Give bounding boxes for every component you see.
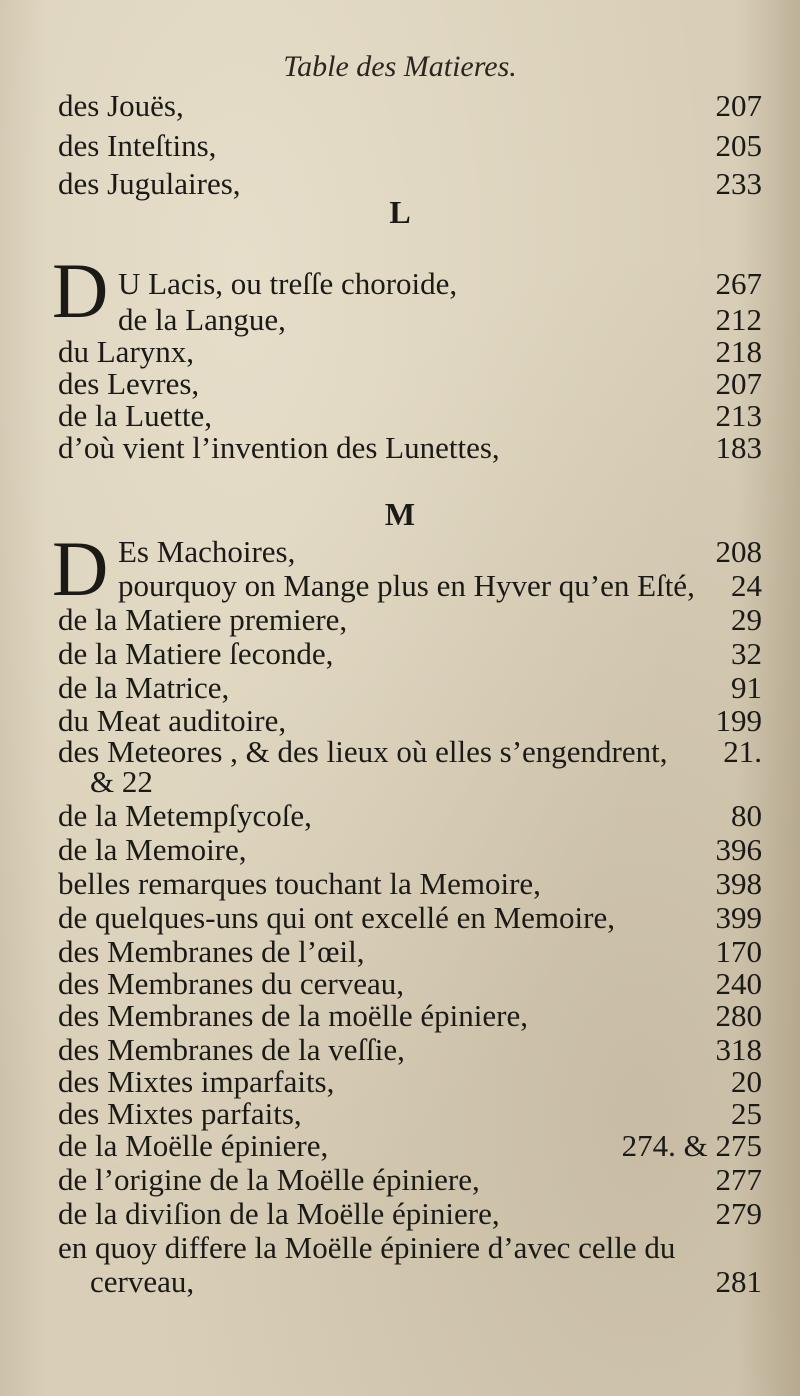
entry-text: de la diviſion de la Moëlle épiniere, xyxy=(58,1196,500,1231)
index-entry xyxy=(58,266,762,302)
entry-page: 399 xyxy=(715,900,762,935)
entry-page: 279 xyxy=(715,1196,762,1231)
entry-page: 199 xyxy=(715,703,762,738)
entry-text: des Membranes de la moëlle épiniere, xyxy=(58,998,528,1033)
entry-text: du Meat auditoire, xyxy=(58,703,287,738)
index-entry xyxy=(58,670,762,706)
entry-text: & 22 xyxy=(90,764,153,799)
entry-text: des Membranes de l’œil, xyxy=(58,934,365,969)
index-entry xyxy=(58,366,762,402)
entry-text: de la Moëlle épiniere, xyxy=(58,1128,329,1163)
entry-page: 207 xyxy=(715,366,762,401)
entry-page: 281 xyxy=(715,1264,762,1299)
index-entry xyxy=(58,128,762,164)
entry-text: pourquoy on Mange plus en Hyver qu’en Eſté, xyxy=(118,568,695,603)
index-entry xyxy=(58,602,762,638)
index-entry-continuation xyxy=(90,1264,762,1300)
entry-text: des Levres, xyxy=(58,366,200,401)
entry-page: 24 xyxy=(731,568,762,603)
section-letter-l: L xyxy=(389,194,411,230)
entry-text: de la Matiere premiere, xyxy=(58,602,348,637)
entry-text: des Mixtes imparfaits, xyxy=(58,1064,335,1099)
entry-page: 80 xyxy=(731,798,762,833)
index-entry xyxy=(58,900,762,936)
entry-text: du Larynx, xyxy=(58,334,195,369)
entry-page: 20 xyxy=(731,1064,762,1099)
dropcap-m: D xyxy=(52,525,109,612)
index-entry xyxy=(58,534,762,570)
entry-text: U Lacis, ou treſſe choroide, xyxy=(118,266,458,301)
index-entry xyxy=(58,302,762,338)
entry-page: 233 xyxy=(715,166,762,201)
index-entry xyxy=(58,1064,762,1100)
entry-page: 208 xyxy=(715,534,762,569)
entry-text: en quoy differe la Moëlle épiniere d’avec celle du xyxy=(58,1230,676,1265)
entry-text: de l’origine de la Moëlle épiniere, xyxy=(58,1162,480,1197)
entry-page: 91 xyxy=(731,670,762,705)
section-letter-m: M xyxy=(384,496,416,532)
entry-page: 396 xyxy=(715,832,762,867)
entry-text: belles remarques touchant la Memoire, xyxy=(58,866,541,901)
index-entry xyxy=(58,334,762,370)
entry-page: 21. xyxy=(723,734,762,769)
entry-text: de la Langue, xyxy=(118,302,286,337)
entry-text: des Membranes de la veſſie, xyxy=(58,1032,405,1067)
entry-text: de la Metempſycoſe, xyxy=(58,798,312,833)
entry-page: 205 xyxy=(715,128,762,163)
entry-page: 183 xyxy=(715,430,762,465)
dropcap-l: D xyxy=(52,247,109,334)
index-entry xyxy=(58,866,762,902)
entry-page: 398 xyxy=(715,866,762,901)
entry-page: 274. & 275 xyxy=(621,1128,762,1163)
entry-page: 277 xyxy=(715,1162,762,1197)
entry-page: 207 xyxy=(715,88,762,123)
entry-text: de la Memoire, xyxy=(58,832,247,867)
entry-page: 170 xyxy=(715,934,762,969)
entry-text: de la Matrice, xyxy=(58,670,230,705)
entry-text: des Meteores , & des lieux où elles s’engendrent, xyxy=(58,734,668,769)
entry-page: 267 xyxy=(715,266,762,301)
entry-text: des Membranes du cerveau, xyxy=(58,966,405,1001)
index-entry xyxy=(58,832,762,868)
index-entry xyxy=(58,636,762,672)
entry-text: des Inteſtins, xyxy=(58,128,217,163)
entry-text: Es Machoires, xyxy=(118,534,296,569)
index-entry xyxy=(58,966,762,1002)
entry-page: 240 xyxy=(715,966,762,1001)
index-entry xyxy=(58,998,762,1034)
entry-page: 25 xyxy=(731,1096,762,1131)
index-entry xyxy=(58,568,762,604)
index-entry xyxy=(58,1096,762,1132)
entry-page: 32 xyxy=(731,636,762,671)
entry-text: des Mixtes parfaits, xyxy=(58,1096,302,1131)
index-entry xyxy=(58,1196,762,1232)
entry-text: des Jouës, xyxy=(58,88,184,123)
index-entry xyxy=(58,1032,762,1068)
entry-page: 280 xyxy=(715,998,762,1033)
index-entry xyxy=(58,398,762,434)
entry-text: cerveau, xyxy=(90,1264,195,1299)
entry-page: 212 xyxy=(715,302,762,337)
entry-text: de quelques-uns qui ont excellé en Memoire, xyxy=(58,900,615,935)
index-entry xyxy=(58,1162,762,1198)
index-entry xyxy=(58,1230,762,1266)
entry-page: 213 xyxy=(715,398,762,433)
entry-text: de la Luette, xyxy=(58,398,213,433)
entry-page: 29 xyxy=(731,602,762,637)
index-entry xyxy=(58,1128,762,1164)
index-entry xyxy=(58,934,762,970)
entry-page: 318 xyxy=(715,1032,762,1067)
index-entry xyxy=(58,88,762,124)
entry-text: d’où vient l’invention des Lunettes, xyxy=(58,430,500,465)
index-entry xyxy=(58,430,762,466)
entry-page: 218 xyxy=(715,334,762,369)
index-entry-continuation xyxy=(90,764,762,800)
page-header: Table des Matieres. xyxy=(283,50,517,83)
entry-text: des Jugulaires, xyxy=(58,166,241,201)
entry-text: de la Matiere ſeconde, xyxy=(58,636,334,671)
index-entry xyxy=(58,798,762,834)
